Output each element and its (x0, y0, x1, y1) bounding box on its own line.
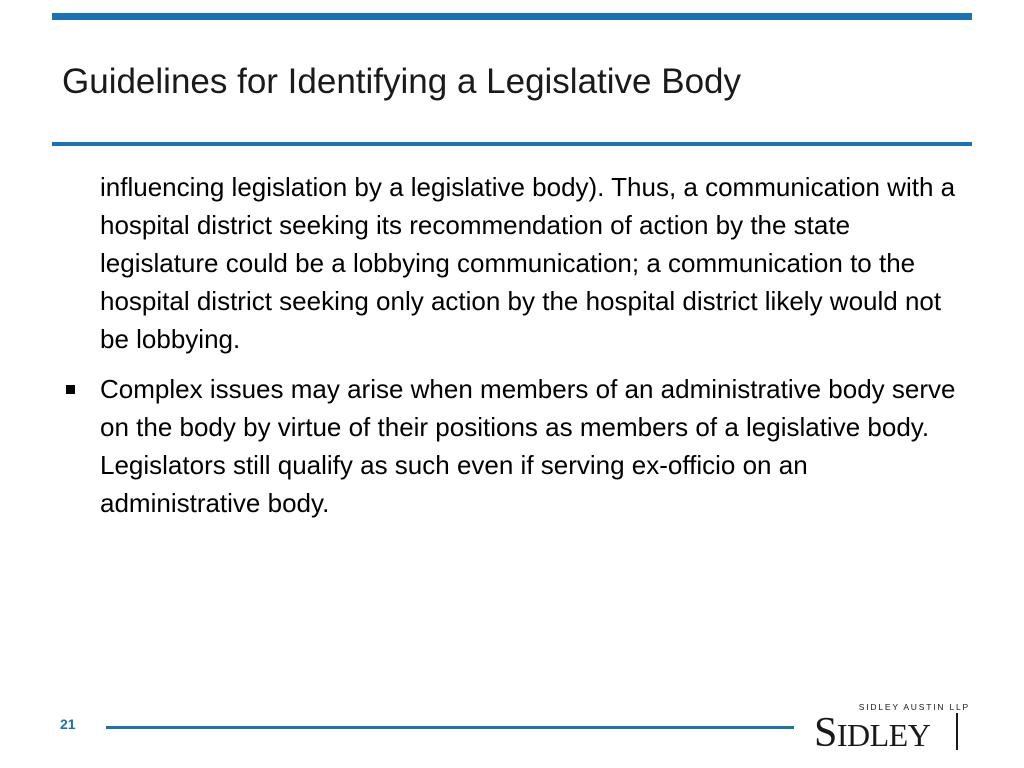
slide-body (60, 168, 960, 522)
square-bullet-icon (66, 385, 75, 394)
logo-wordmark: SIDLEY (814, 710, 931, 752)
bullet-text: Complex issues may arise when members of an administrative body serve on the body by virtue of their positions as members of a legislative body. Legislators still qualify as such even if serving ex-officio on an administrative body. (100, 374, 956, 518)
sidley-austin-logo (806, 700, 976, 752)
logo-rule (956, 713, 958, 750)
title-rule (52, 142, 972, 146)
continuation-paragraph (60, 168, 960, 358)
paragraph-text: influencing legislation by a legislative body). Thus, a communication with a hospital district seeking its recommendation of action by the state legislature could be a lobbying communication; a communication to the hospital district seeking only action by the hospital district likely would not be lobbying. (100, 172, 956, 354)
footer-rule (106, 726, 794, 729)
slide-title: Guidelines for Identifying a Legislative Body (62, 62, 742, 101)
logo-firm-label: SIDLEY AUSTIN LLP (858, 702, 970, 712)
bullet-item (60, 370, 960, 522)
top-rule (52, 13, 972, 20)
page-number: 21 (60, 716, 76, 732)
